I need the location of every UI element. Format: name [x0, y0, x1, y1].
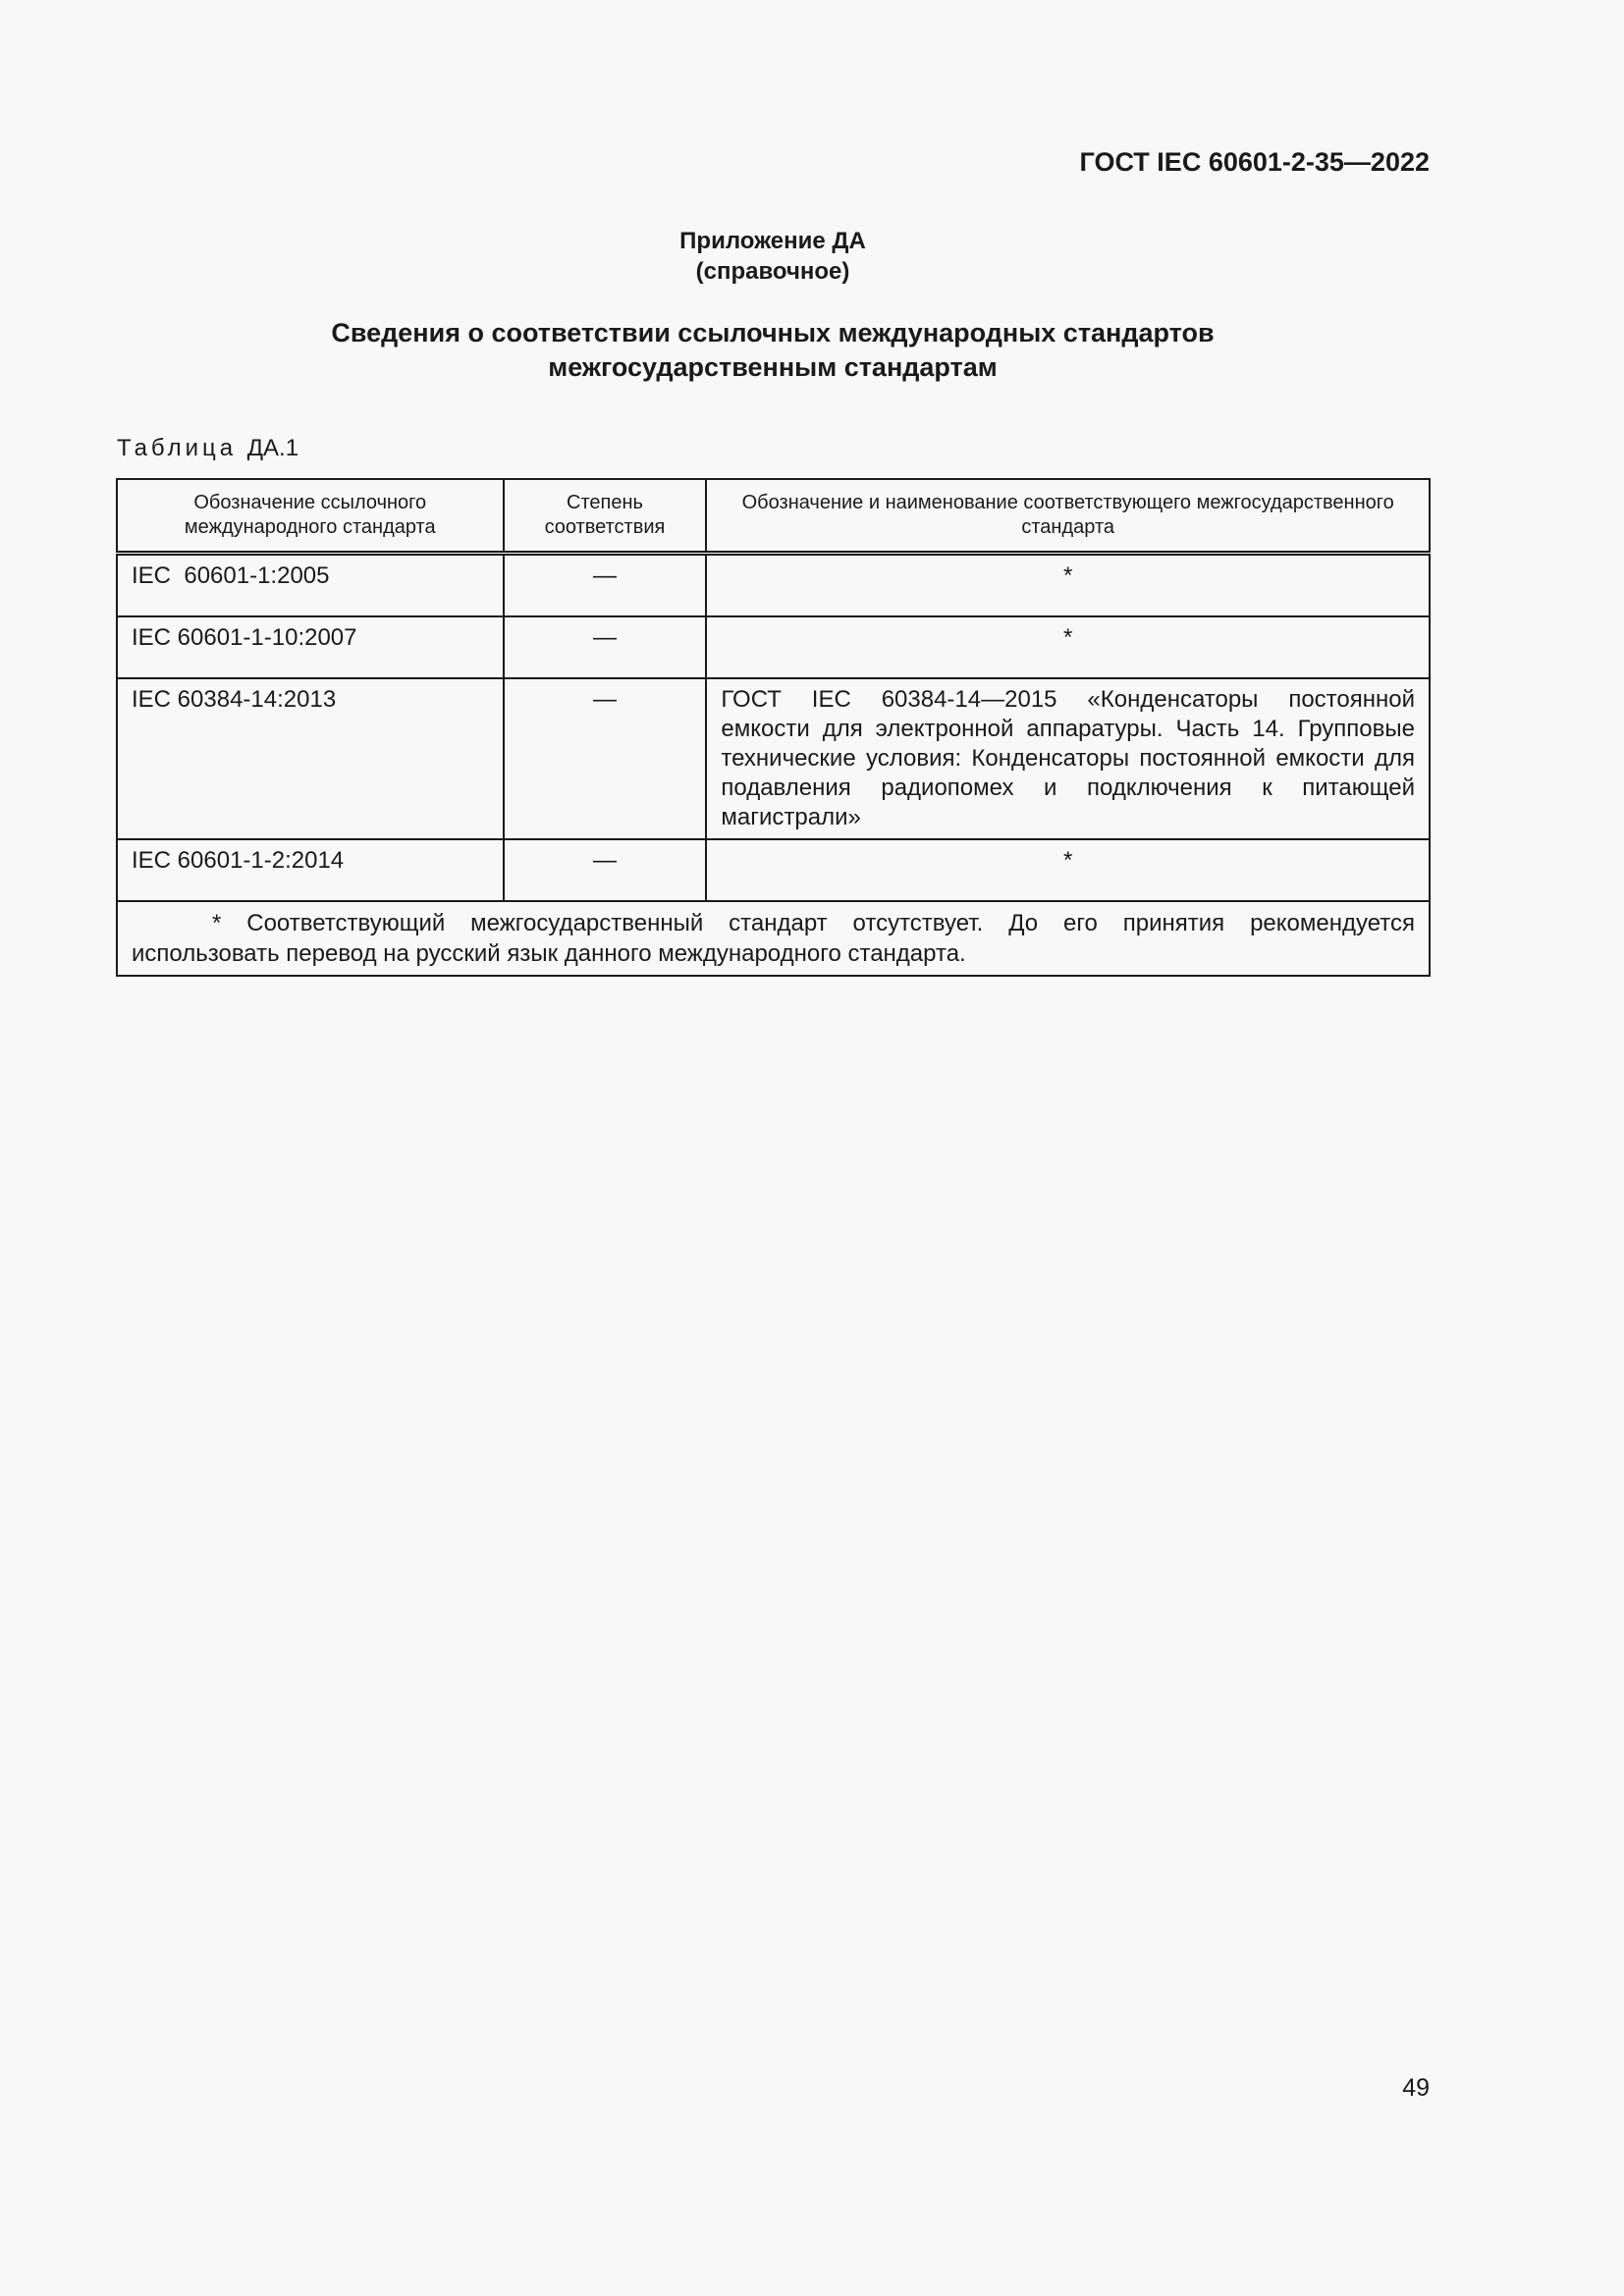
cell-national-standard: ГОСТ IEC 60384-14—2015 «Конденсаторы постоянной емкости для электронной аппаратуры. Часть 14. Групповые технические условия: Конденсаторы постоянной емкости для подавления радиопомех и подключения к питающей магистрали» [706, 678, 1430, 839]
section-title-line-1: Сведения о соответствии ссылочных международных стандартов [331, 318, 1215, 347]
cell-national-standard: * [706, 554, 1430, 617]
table-caption-word: Таблица [117, 435, 238, 461]
table-footnote-row [117, 901, 1430, 976]
header-international-standard: Обозначение ссылочного международного стандарта [117, 479, 504, 554]
table-row [117, 616, 1430, 678]
table-footnote-cell [117, 901, 1430, 976]
cell-degree: — [504, 554, 707, 617]
table-row [117, 839, 1430, 901]
section-title-line-2: межгосударственным стандартам [548, 352, 998, 382]
cell-national-standard: * [706, 839, 1430, 901]
correspondence-table [116, 478, 1431, 977]
cell-international-standard: IEC 60384-14:2013 [117, 678, 504, 839]
cell-international-standard: IEC 60601-1-2:2014 [117, 839, 504, 901]
table-footnote: * Соответствующий межгосударственный стандарт отсутствует. До его принятия рекомендуется использовать перевод на русский язык данного международного стандарта. [132, 910, 1415, 967]
annex-subtitle: (справочное) [695, 258, 850, 285]
table-row [117, 554, 1430, 617]
annex-title: Приложение ДА [679, 228, 866, 254]
table-caption [117, 435, 298, 462]
header-degree-of-conformity: Степень соответствия [504, 479, 707, 554]
cell-degree: — [504, 839, 707, 901]
cell-degree: — [504, 616, 707, 678]
table-header-row [117, 479, 1430, 554]
table-row [117, 678, 1430, 839]
document-code: ГОСТ IEC 60601-2-35—2022 [1079, 147, 1430, 177]
annex-heading [0, 226, 1545, 287]
cell-international-standard: IEC 60601-1:2005 [117, 554, 504, 617]
table-caption-number: ДА.1 [246, 435, 299, 461]
cell-degree: — [504, 678, 707, 839]
header-national-standard: Обозначение и наименование соответствующего межгосударственного стандарта [706, 479, 1430, 554]
page-number: 49 [1402, 2074, 1430, 2102]
cell-national-standard: * [706, 616, 1430, 678]
section-title [0, 316, 1545, 385]
cell-international-standard: IEC 60601-1-10:2007 [117, 616, 504, 678]
